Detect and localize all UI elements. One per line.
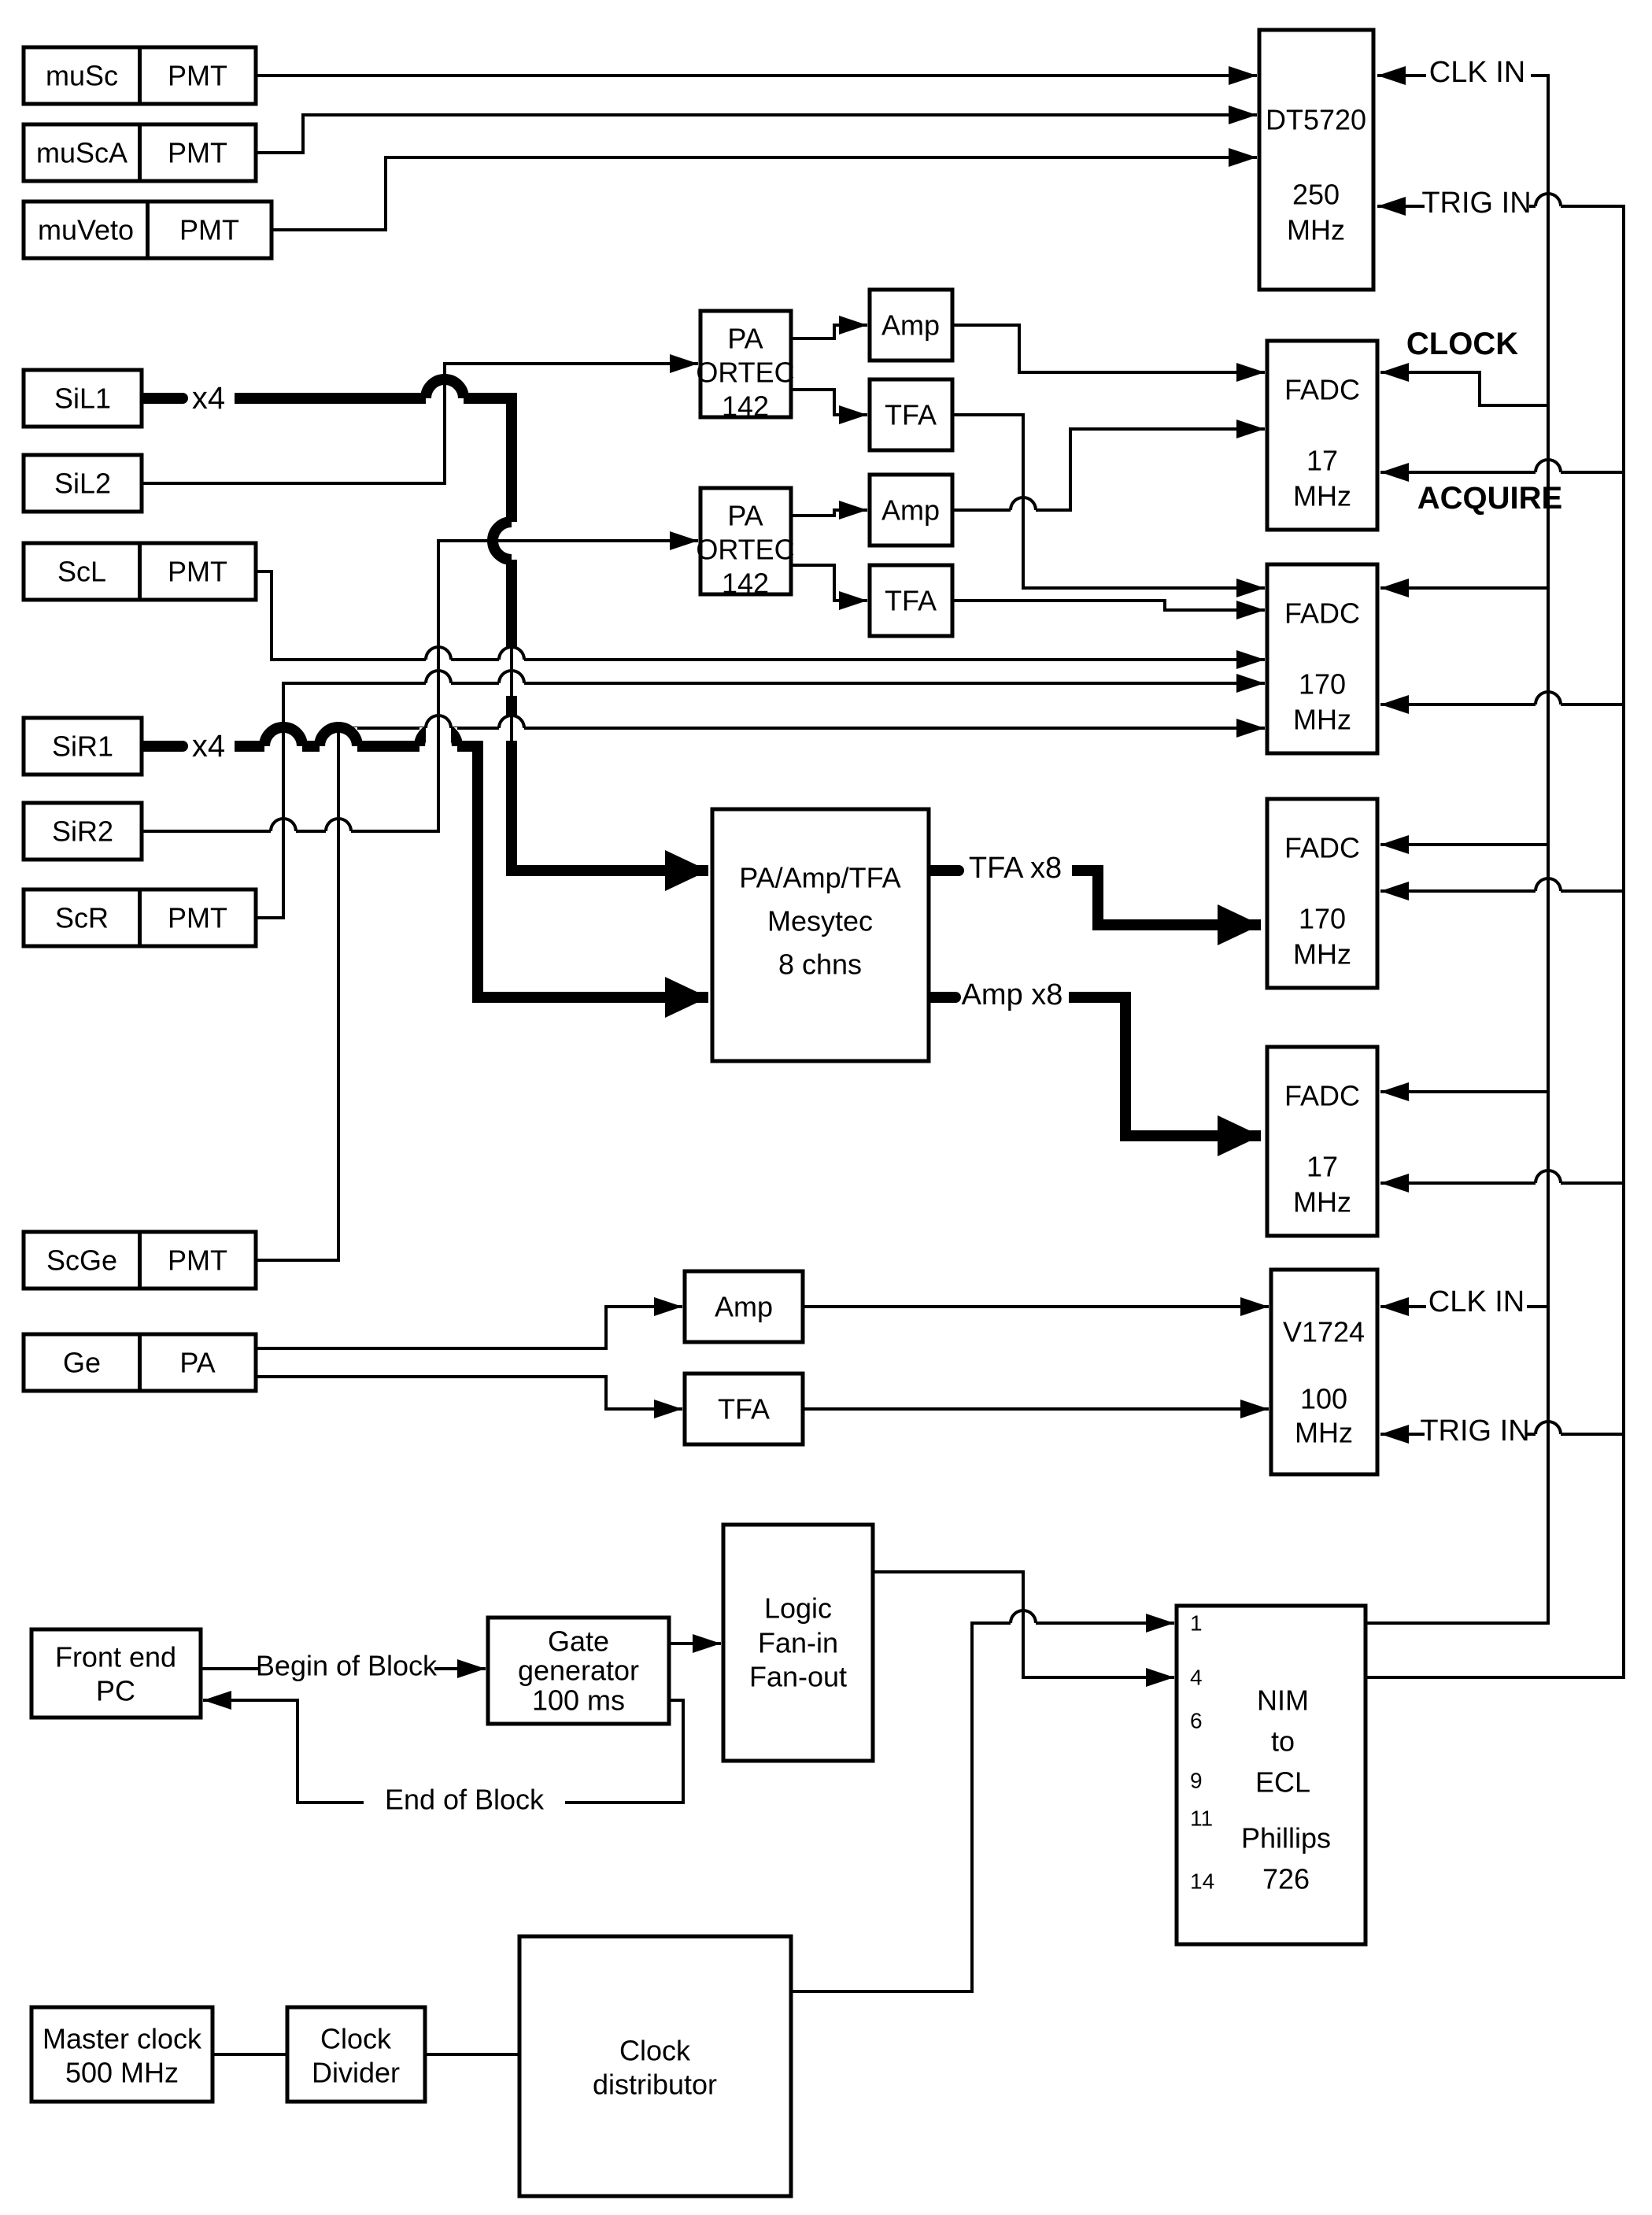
- pa1-l1: PA: [727, 322, 763, 355]
- fadc17a-l3: MHz: [1293, 479, 1351, 512]
- sil2-label: SiL2: [54, 467, 112, 500]
- scr-label: ScR: [54, 901, 109, 934]
- box-dt5720: [1259, 30, 1373, 290]
- logic-l3: Fan-out: [748, 1660, 848, 1693]
- fadc170a-l3: MHz: [1293, 703, 1351, 736]
- x4-sir1-label: x4: [191, 729, 226, 764]
- tfa-ge-label: TFA: [717, 1392, 771, 1426]
- trig-in-dt: TRIG IN: [1421, 187, 1532, 220]
- sir2-label: SiR2: [51, 815, 114, 848]
- mesytec-l3: 8 chns: [778, 948, 863, 981]
- ge-label: Ge: [62, 1346, 102, 1379]
- musc-label: muSc: [45, 59, 119, 92]
- fadc170b-l1: FADC: [1284, 831, 1361, 864]
- sil1-label: SiL1: [54, 382, 112, 415]
- fadc170b-l2: 170: [1298, 902, 1347, 935]
- end-of-block-label: End of Block: [384, 1783, 545, 1816]
- scr-pmt-label: PMT: [168, 901, 227, 934]
- clock-distributor-l1: Clock: [619, 2034, 691, 2067]
- master-clock-l2: 500 MHz: [65, 2056, 179, 2089]
- acquire-bus-label: ACQUIRE: [1417, 481, 1563, 516]
- v1724-freq1: 100: [1299, 1382, 1348, 1415]
- v1724-name: V1724: [1282, 1315, 1366, 1348]
- amp2-label: Amp: [881, 494, 941, 527]
- pa1-l3: 142: [721, 390, 770, 423]
- nim-ch-4: 4: [1190, 1665, 1203, 1690]
- dt5720-name: DT5720: [1265, 103, 1367, 136]
- clk-in-dt: CLK IN: [1428, 56, 1526, 89]
- scge-pmt-label: PMT: [168, 1244, 227, 1277]
- dt5720-freq2: MHz: [1287, 213, 1345, 246]
- fadc170a-l2: 170: [1298, 667, 1347, 701]
- fadc17b-l1: FADC: [1284, 1079, 1361, 1112]
- amp-x8-label: Amp x8: [961, 978, 1063, 1011]
- fadc17a-l2: 17: [1306, 444, 1339, 477]
- amp-ge-label: Amp: [714, 1290, 774, 1323]
- sir1-label: SiR1: [51, 730, 114, 763]
- fadc170b-l3: MHz: [1293, 937, 1351, 971]
- nim-l5: 726: [1262, 1862, 1310, 1895]
- musca-label: muScA: [35, 136, 128, 169]
- pa1-l2: ORTEC: [696, 356, 795, 389]
- gate-gen-l1: Gate: [547, 1625, 610, 1658]
- clock-divider-l1: Clock: [320, 2022, 392, 2055]
- nim-ch-9: 9: [1190, 1768, 1203, 1793]
- musca-pmt-label: PMT: [168, 136, 227, 169]
- clk-in-v1724: CLK IN: [1428, 1285, 1525, 1318]
- box-ge-pa: [24, 1334, 256, 1391]
- dt5720-freq1: 250: [1292, 178, 1340, 211]
- mesytec-l1: PA/Amp/TFA: [739, 861, 901, 894]
- fadc170a-l1: FADC: [1284, 597, 1361, 630]
- x4-sil1-label: x4: [191, 381, 226, 416]
- nim-l3: ECL: [1255, 1766, 1311, 1799]
- v1724-freq2: MHz: [1295, 1416, 1353, 1449]
- begin-of-block-label: Begin of Block: [255, 1649, 438, 1682]
- nim-ch-11: 11: [1190, 1806, 1214, 1831]
- nim-ch-1: 1: [1190, 1610, 1203, 1636]
- logic-l2: Fan-in: [757, 1626, 839, 1659]
- trig-in-v1724: TRIG IN: [1420, 1414, 1530, 1448]
- clock-divider-l2: Divider: [311, 2056, 401, 2089]
- nim-ch-6: 6: [1190, 1708, 1203, 1733]
- fadc17a-l1: FADC: [1284, 373, 1361, 406]
- ge-pa-label: PA: [179, 1346, 216, 1379]
- gate-gen-l2: generator: [517, 1654, 640, 1687]
- pa2-l1: PA: [727, 499, 763, 532]
- box-dt5720-rect: [1259, 30, 1373, 290]
- tfa1-label: TFA: [884, 398, 937, 431]
- mesytec-l2: Mesytec: [767, 904, 874, 937]
- pa2-l2: ORTEC: [696, 533, 795, 566]
- musc-pmt-label: PMT: [168, 59, 227, 92]
- amp1-label: Amp: [881, 309, 941, 342]
- master-clock-l1: Master clock: [42, 2022, 202, 2055]
- tfa2-label: TFA: [884, 584, 937, 617]
- front-end-pc-l2: PC: [95, 1674, 136, 1707]
- gate-gen-l3: 100 ms: [531, 1684, 626, 1717]
- nim-ch-14: 14: [1190, 1869, 1215, 1894]
- clock-bus-label: CLOCK: [1406, 327, 1519, 361]
- muveto-pmt-label: PMT: [179, 213, 239, 246]
- fadc17b-l2: 17: [1306, 1150, 1339, 1183]
- front-end-pc-l1: Front end: [54, 1640, 177, 1673]
- nim-l1: NIM: [1257, 1684, 1309, 1717]
- scge-label: ScGe: [46, 1244, 118, 1277]
- muveto-label: muVeto: [37, 213, 135, 246]
- tfa-x8-label: TFA x8: [968, 852, 1063, 885]
- scl-pmt-label: PMT: [168, 555, 227, 588]
- scl-label: ScL: [57, 555, 107, 588]
- logic-l1: Logic: [763, 1592, 833, 1625]
- nim-l2: to: [1270, 1725, 1295, 1758]
- fadc17b-l3: MHz: [1293, 1185, 1351, 1218]
- clock-distributor-l2: distributor: [592, 2068, 718, 2101]
- nim-l4: Phillips: [1240, 1821, 1332, 1854]
- pa2-l3: 142: [721, 567, 770, 600]
